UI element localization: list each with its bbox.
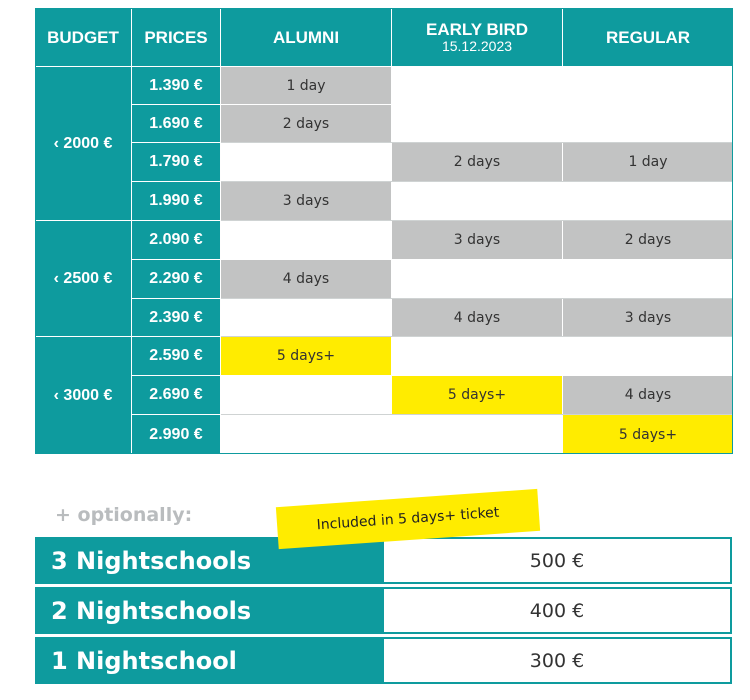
early-bird-cell: 4 days — [392, 299, 562, 336]
budget-group-2500: ‹ 2500 € — [35, 221, 131, 336]
row-separator — [221, 414, 733, 415]
nightschool-label: 2 Nightschools — [35, 587, 382, 634]
row-separator — [221, 142, 733, 143]
early-bird-cell — [392, 67, 562, 104]
early-bird-cell: 3 days — [392, 221, 562, 259]
header-regular: REGULAR — [563, 8, 733, 66]
alumni-cell — [221, 299, 391, 336]
alumni-cell: 2 days — [221, 105, 391, 142]
price-cell: 1.990 € — [132, 182, 220, 220]
regular-cell: 5 days+ — [563, 415, 733, 454]
nightschool-row — [35, 587, 732, 634]
nightschool-price: 500 € — [382, 537, 732, 584]
header-prices: PRICES — [132, 8, 220, 66]
budget-group-3000: ‹ 3000 € — [35, 337, 131, 454]
alumni-cell — [221, 143, 391, 181]
alumni-cell — [221, 221, 391, 259]
price-cell: 2.590 € — [132, 337, 220, 375]
regular-cell — [563, 105, 733, 142]
budget-group-2000: ‹ 2000 € — [35, 67, 131, 220]
nightschool-table — [35, 537, 732, 686]
nightschool-row — [35, 637, 732, 684]
alumni-cell: 1 day — [221, 67, 391, 104]
nightschool-label: 1 Nightschool — [35, 637, 382, 684]
early-bird-cell — [392, 260, 562, 298]
alumni-cell: 5 days+ — [221, 337, 391, 375]
row-separator — [221, 336, 733, 337]
alumni-cell: 3 days — [221, 182, 391, 220]
early-bird-cell: 2 days — [392, 143, 562, 181]
regular-cell — [563, 67, 733, 104]
row-separator — [221, 298, 733, 299]
price-cell: 2.390 € — [132, 299, 220, 336]
row-separator — [221, 181, 733, 182]
regular-cell — [563, 337, 733, 375]
header-early-bird-label: EARLY BIRD — [425, 20, 529, 39]
alumni-cell — [221, 376, 391, 414]
early-bird-cell — [392, 337, 562, 375]
header-early-bird-date: 15.12.2023 — [441, 38, 513, 54]
price-cell: 1.690 € — [132, 105, 220, 142]
regular-cell: 3 days — [563, 299, 733, 336]
regular-cell: 1 day — [563, 143, 733, 181]
early-bird-cell — [392, 105, 562, 142]
alumni-cell: 4 days — [221, 260, 391, 298]
price-cell: 1.390 € — [132, 67, 220, 104]
header-alumni: ALUMNI — [221, 8, 391, 66]
nightschool-price: 300 € — [382, 637, 732, 684]
price-cell: 2.090 € — [132, 221, 220, 259]
regular-cell: 4 days — [563, 376, 733, 414]
included-note-badge: Included in 5 days+ ticket — [276, 489, 540, 549]
price-cell: 2.690 € — [132, 376, 220, 414]
alumni-cell — [221, 415, 391, 454]
header-early-bird — [392, 8, 562, 66]
early-bird-cell — [392, 415, 562, 454]
regular-cell: 2 days — [563, 221, 733, 259]
regular-cell — [563, 260, 733, 298]
early-bird-cell: 5 days+ — [392, 376, 562, 414]
header-budget: BUDGET — [35, 8, 131, 66]
nightschool-price: 400 € — [382, 587, 732, 634]
nightschool-label: 3 Nightschools — [35, 537, 382, 584]
price-cell: 2.290 € — [132, 260, 220, 298]
row-separator — [221, 220, 733, 221]
price-table — [35, 8, 733, 454]
optionally-label: + optionally: — [55, 504, 193, 526]
nightschool-row — [35, 537, 732, 584]
price-cell: 1.790 € — [132, 143, 220, 181]
regular-cell — [563, 182, 733, 220]
early-bird-cell — [392, 182, 562, 220]
price-cell: 2.990 € — [132, 415, 220, 454]
